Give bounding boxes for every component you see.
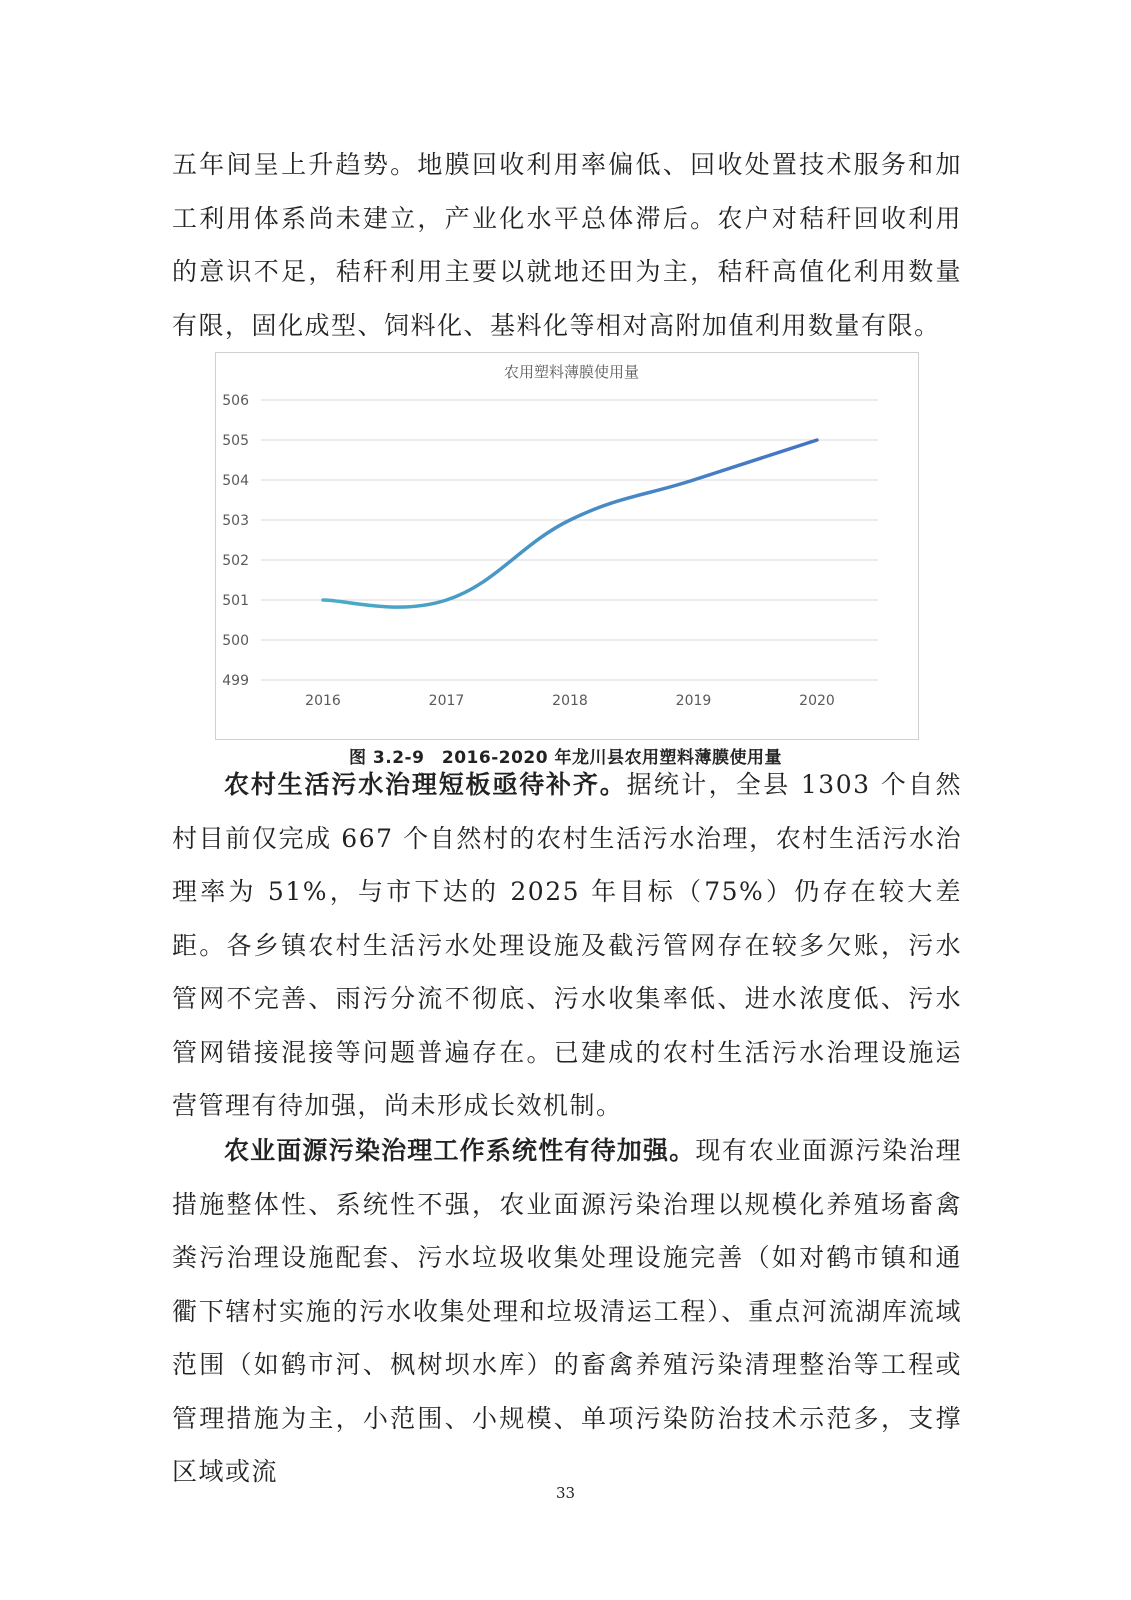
paragraph-3-body: 现有农业面源污染治理措施整体性、系统性不强，农业面源污染治理以规模化养殖场畜禽粪污治理设施配套、污水垃圾收集处理设施完善（如对鹤市镇和通衢下辖村实施的污水收集处理和垃圾清运工程）、重点河流湖库流域范围（如鹤市河、枫树坝水库）的畜禽养殖污染清理整治等工程或管理措施为主，小范围、小规模、单项污染防治技术示范多，支撑区域或流 xyxy=(172,1136,962,1486)
x-tick-label: 2020 xyxy=(799,693,835,709)
y-tick-label: 505 xyxy=(222,433,249,449)
y-tick-label: 502 xyxy=(222,553,249,569)
y-tick-label: 501 xyxy=(222,593,249,609)
y-tick-label: 504 xyxy=(222,473,249,489)
paragraph-3 xyxy=(172,1124,962,1499)
line-chart xyxy=(216,353,920,741)
paragraph-1: 五年间呈上升趋势。地膜回收利用率偏低、回收处置技术服务和加工利用体系尚未建立，产业化水平总体滞后。农户对秸秆回收利用的意识不足，秸秆利用主要以就地还田为主，秸秆高值化利用数量有限，固化成型、饲料化、基料化等相对高附加值利用数量有限。 xyxy=(172,150,962,340)
x-tick-label: 2018 xyxy=(552,693,588,709)
x-tick-label: 2017 xyxy=(428,693,465,709)
figure-caption: 图 3.2-9 2016-2020 年龙川县农用塑料薄膜使用量 xyxy=(348,748,783,768)
y-tick-label: 500 xyxy=(222,633,249,649)
legend-label: 农用塑料薄膜使用量 xyxy=(504,363,640,381)
x-tick-label: 2016 xyxy=(305,693,341,709)
y-tick-label: 499 xyxy=(222,673,249,689)
y-tick-label: 506 xyxy=(222,393,249,409)
paragraph-3-heading: 农业面源污染治理工作系统性有待加强。 xyxy=(224,1136,696,1165)
paragraph-2 xyxy=(172,758,962,1133)
paragraph-2-body: 据统计，全县 1303 个自然村目前仅完成 667 个自然村的农村生活污水治理，农村生活污水治理率为 51%，与市下达的 2025 年目标（75%）仍存在较大差距。各乡镇农村生活污水处理设施及截污管网存在较多欠账，污水管网不完善、雨污分流不彻底、污水收集率低、进水浓度低、污水管网错接混接等问题普遍存在。已建成的农村生活污水治理设施运营管理有待加强，尚未形成长效机制。 xyxy=(172,770,962,1120)
paragraph-2-heading: 农村生活污水治理短板亟待补齐。 xyxy=(224,770,627,799)
page-number: 33 xyxy=(555,1484,576,1502)
chart-container xyxy=(215,352,919,740)
series-line-plastic-film xyxy=(323,440,817,607)
x-tick-label: 2019 xyxy=(675,693,712,709)
y-tick-label: 503 xyxy=(222,513,249,529)
